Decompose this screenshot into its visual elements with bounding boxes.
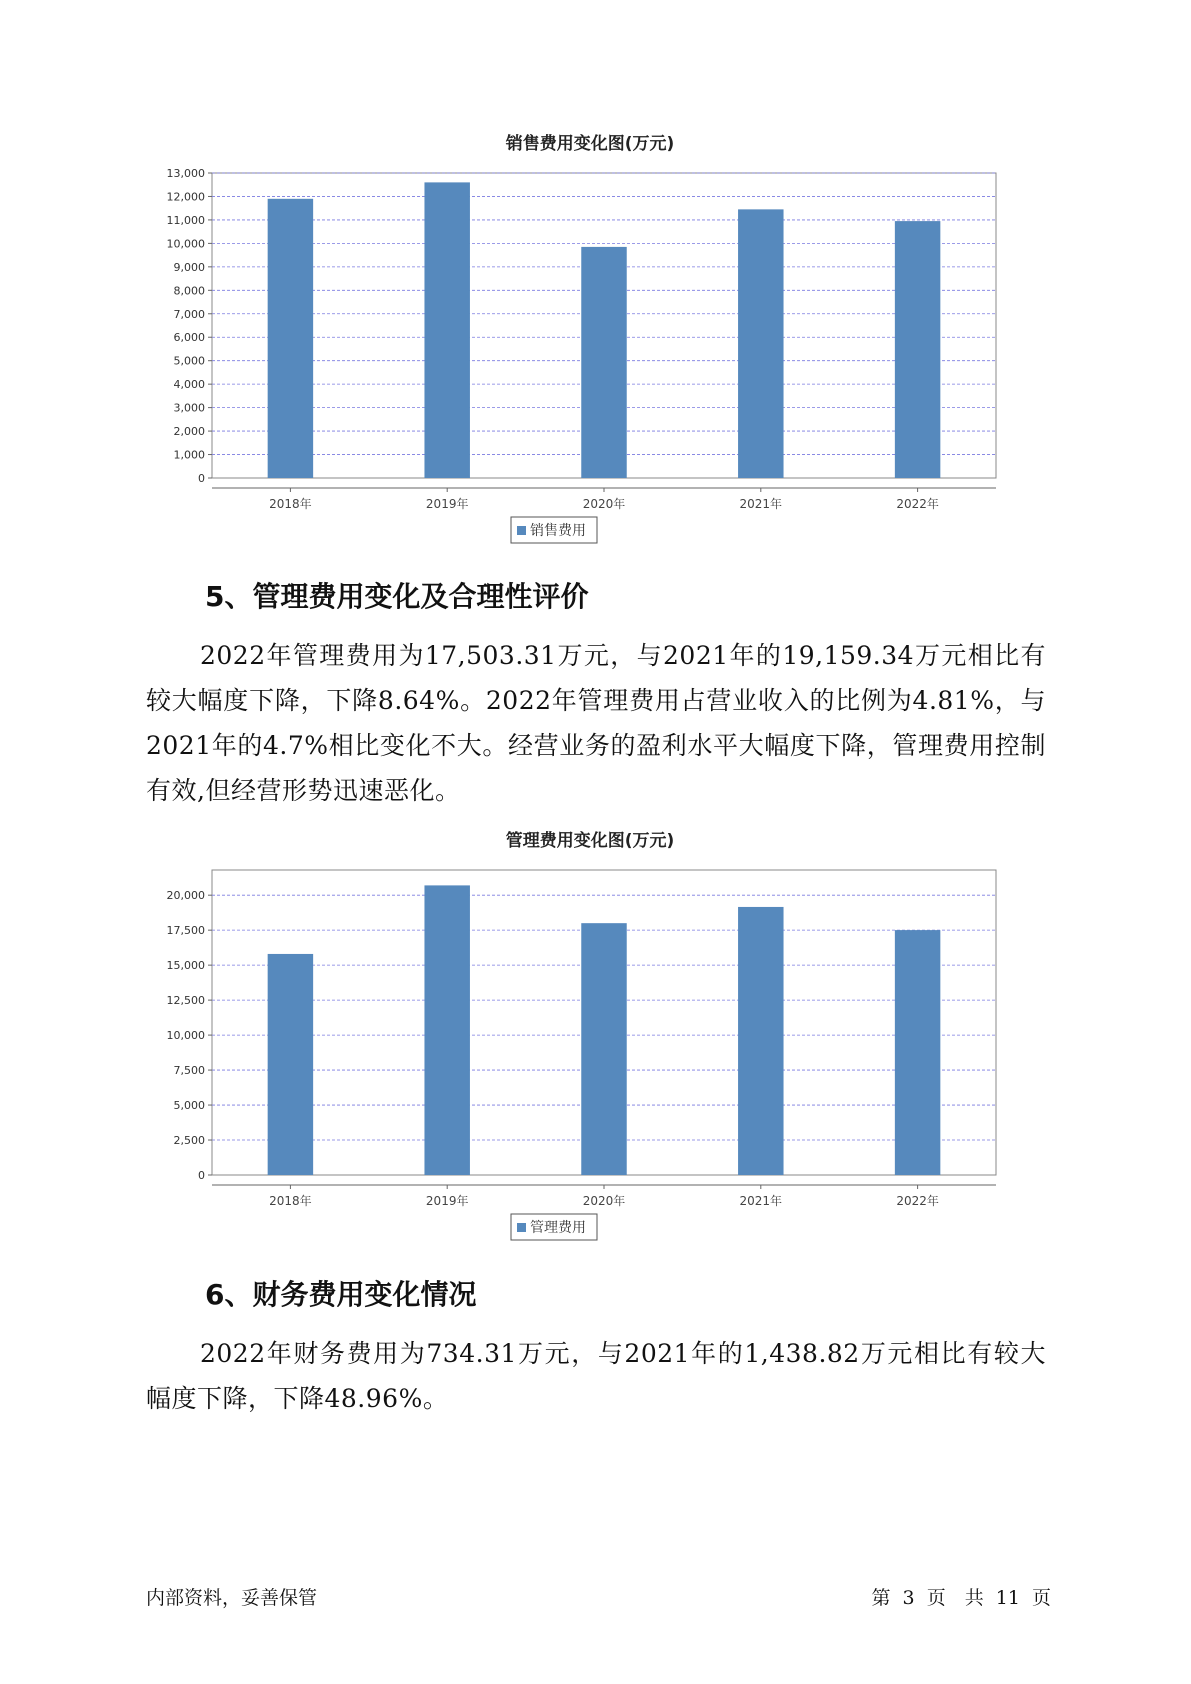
chart-title: 销售费用变化图(万元)	[505, 134, 675, 154]
bar-2018年	[268, 199, 313, 478]
legend-label: 销售费用	[530, 523, 586, 539]
x-tick-label: 2021年	[739, 497, 783, 511]
y-tick-label: 0	[198, 1169, 205, 1182]
bar-2021年	[738, 209, 783, 478]
legend	[511, 1214, 597, 1240]
bar-2019年	[424, 885, 469, 1175]
legend	[511, 517, 597, 543]
x-tick-label: 2019年	[425, 497, 469, 511]
y-tick-label: 2,500	[173, 1134, 205, 1148]
section-5-heading: 5、管理费用变化及合理性评价	[205, 580, 589, 613]
footer-page-mid: 页 共	[926, 1587, 984, 1609]
y-tick-label: 2,000	[173, 425, 205, 439]
sales-expense-chart	[150, 125, 1030, 555]
section-5-paragraph: 2022年管理费用为17,503.31万元，与2021年的19,159.34万元相比有较大幅度下降，下降8.64%。2022年管理费用占营业收入的比例为4.81%，与2021年的4.7%相比变化不大。经营业务的盈利水平大幅度下降，管理费用控制有效,但经营形势迅速恶化。	[146, 641, 1046, 805]
y-tick-label: 3,000	[173, 401, 205, 415]
bar-2020年	[581, 923, 626, 1175]
legend-swatch	[517, 526, 526, 535]
bar-2018年	[268, 954, 313, 1175]
y-tick-label: 5,000	[173, 1099, 205, 1113]
x-tick-label: 2020年	[582, 497, 626, 511]
y-tick-label: 20,000	[166, 889, 205, 903]
y-tick-label: 17,500	[166, 924, 205, 938]
x-tick-label: 2018年	[269, 1194, 312, 1208]
y-tick-label: 12,000	[166, 190, 205, 204]
y-tick-label: 6,000	[173, 331, 205, 345]
y-tick-label: 8,000	[173, 284, 205, 298]
bar-2022年	[895, 930, 940, 1175]
y-tick-label: 9,000	[173, 260, 205, 274]
section-5-paragraph-block	[146, 633, 1046, 813]
footer-confidential-note: 内部资料，妥善保管	[146, 1587, 318, 1609]
y-tick-label: 7,500	[173, 1064, 205, 1078]
footer-page-prefix: 第	[871, 1587, 891, 1609]
footer-page-suffix: 页	[1031, 1587, 1051, 1609]
y-tick-label: 1,000	[173, 448, 205, 462]
sales-expense-chart-svg	[150, 125, 1030, 555]
admin-expense-chart-svg	[150, 822, 1030, 1252]
x-tick-label: 2022年	[896, 1194, 939, 1208]
y-tick-label: 15,000	[166, 959, 205, 973]
bar-2019年	[424, 182, 469, 478]
y-tick-label: 10,000	[166, 237, 205, 251]
x-tick-label: 2021年	[739, 1194, 783, 1208]
y-tick-label: 12,500	[166, 994, 205, 1008]
chart-title: 管理费用变化图(万元)	[505, 831, 675, 851]
bar-2020年	[581, 247, 626, 478]
x-tick-label: 2019年	[425, 1194, 469, 1208]
footer-page-number: 3	[902, 1587, 915, 1609]
y-tick-label: 7,000	[173, 307, 205, 321]
x-tick-label: 2022年	[896, 497, 939, 511]
y-tick-label: 13,000	[166, 167, 205, 180]
footer-page-indicator	[871, 1583, 1051, 1610]
y-tick-label: 11,000	[166, 213, 205, 227]
y-tick-label: 10,000	[166, 1029, 205, 1043]
bar-2022年	[895, 221, 940, 478]
legend-label: 管理费用	[530, 1220, 586, 1236]
section-6-paragraph-block	[146, 1331, 1046, 1421]
y-tick-label: 4,000	[173, 378, 205, 392]
bar-2021年	[738, 907, 783, 1175]
section-6-heading: 6、财务费用变化情况	[205, 1278, 477, 1311]
y-tick-label: 5,000	[173, 354, 205, 368]
section-6-paragraph: 2022年财务费用为734.31万元，与2021年的1,438.82万元相比有较大幅度下降，下降48.96%。	[146, 1339, 1046, 1413]
legend-swatch	[517, 1223, 526, 1232]
footer-page-total: 11	[995, 1587, 1020, 1609]
admin-expense-chart	[150, 822, 1030, 1252]
y-tick-label: 0	[198, 472, 205, 485]
x-tick-label: 2018年	[269, 497, 312, 511]
x-tick-label: 2020年	[582, 1194, 626, 1208]
